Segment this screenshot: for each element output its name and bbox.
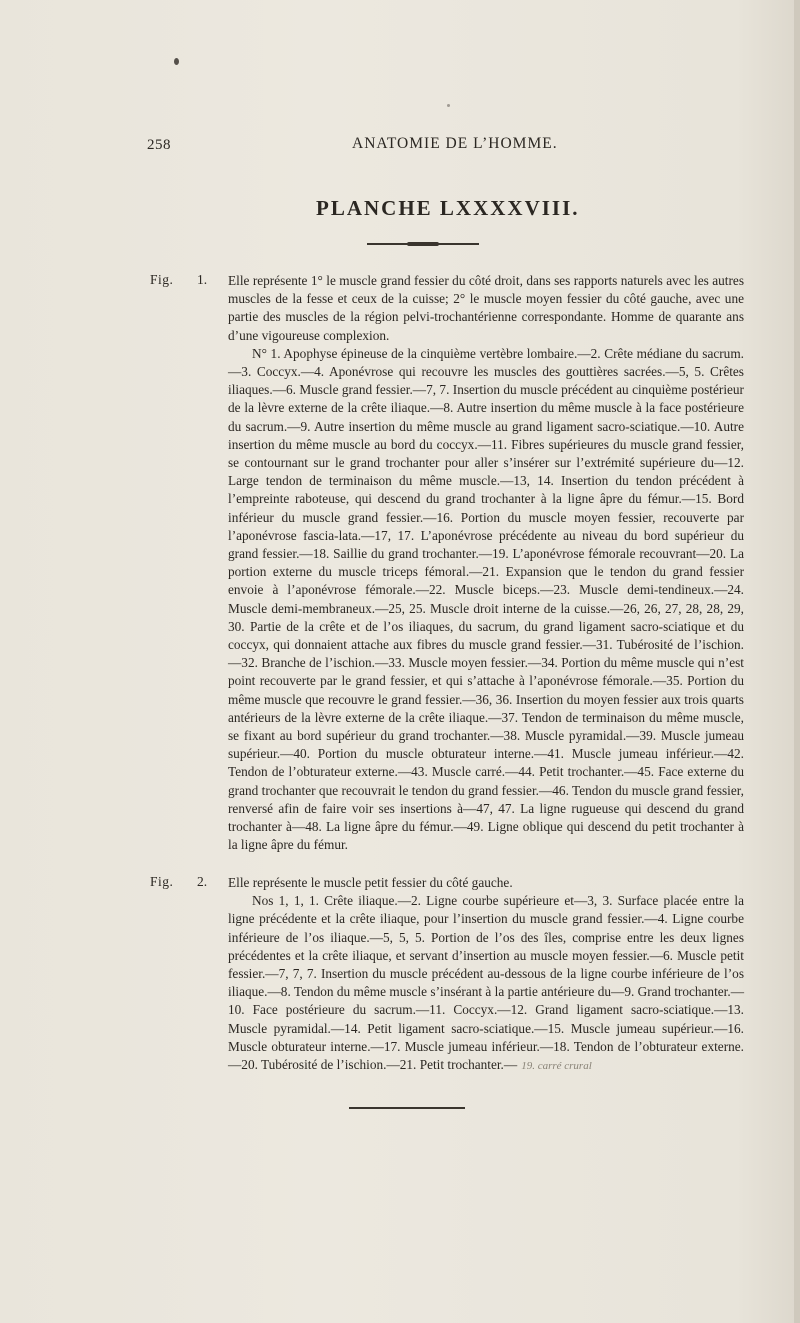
figure-description: Elle représente le muscle petit fessier du côté gauche. — [228, 875, 513, 890]
figure-description: Elle représente 1° le muscle grand fessier du côté droit, dans ses rapports naturels avec les autres muscles de la fesse et ceux de la cuisse; 2° le muscle moyen fessier du côté gauche, avec une partie des muscles de la région pelvi-trochantérienne correspondante. Homme de quarante ans d’une vigoureuse complexion. — [228, 273, 744, 343]
figure-number: 1. — [197, 272, 208, 287]
plate-title: PLANCHE LXXXXVIII. — [316, 196, 580, 220]
ornamental-rule — [367, 243, 479, 245]
figure-legend — [228, 892, 744, 1075]
figure-number: 2. — [197, 874, 208, 889]
page-edge — [794, 0, 800, 1323]
legend-text: Nos 1, 1, 1. Crête iliaque.—2. Ligne courbe supérieure et—3, 3. Surface placée entre la ligne précédente et la crête iliaque, pour l’insertion du muscle grand fessier.—4. Ligne courbe inférieure de l’os iliaque.—5, 5, 5. Portion de l’os des îles, comprise entre les deux lignes précédentes et la crête iliaque, et servant d’insertion au muscle moyen fessier.—6. Muscle petit fessier.—7, 7, 7. Insertion du muscle précédent au-dessous de la ligne courbe inférieure de l’os iliaque.—8. Tendon du même muscle s’insérant à la partie antérieure du—9. Grand trochanter.—10. Face postérieure du sacrum.—11. Coccyx.—12. Grand ligament sacro-sciatique.—13. Muscle pyramidal.—14. Petit ligament sacro-sciatique.—15. Muscle jumeau supérieur.—16. Muscle obturateur interne.—17. Muscle jumeau inférieur.—18. Tendon de l’obturateur externe.—20. Tubérosité de l’ischion.—21. Petit trochanter.— — [228, 893, 744, 1073]
figure-label: Fig. — [150, 874, 174, 889]
figure-1-entry — [150, 272, 750, 855]
figure-legend: N° 1. Apophyse épineuse de la cinquième vertèbre lombaire.—2. Crête médiane du sacrum.—3. Coccyx.—4. Aponévrose qui recouvre les muscles des gouttières sacrées.—5, 5. Crêtes iliaques.—6. Muscle grand fessier.—7, 7. Insertion du muscle précédent au cinquième postérieur de la lèvre externe de la crête iliaque.—8. Autre insertion du même muscle à la face postérieure du sacrum.—9. Autre insertion du même muscle au grand ligament sacro-sciatique.—10. Autre insertion du même muscle au bord du coccyx.—11. Fibres supérieures du muscle grand fessier, se contournant sur le grand trochanter pour aller s’insérer sur l’extrémité supérieure du—12. Large tendon de terminaison du même muscle.—13, 14. Insertion du tendon précédent à l’empreinte raboteuse, qui descend du grand trochanter à la ligne âpre du fémur.—15. Bord inférieur du muscle grand fessier.—16. Portion du muscle moyen fessier, recouverte par l’aponévrose fascia-lata.—17, 17. L’aponévrose précédente au niveau du bord supérieur du grand fessier.—18. Saillie du grand trochanter.—19. L’aponévrose fémorale recouvrant—20. La portion externe du muscle triceps fémoral.—21. Expansion que le tendon du grand fessier envoie à l’aponévrose fémorale.—22. Muscle biceps.—23. Muscle demi-tendineux.—24. Muscle demi-membraneux.—25, 25. Muscle droit interne de la cuisse.—26, 26, 27, 28, 28, 29, 30. Partie de la crête et de l’os iliaques, du sacrum, du grand ligament sacro-sciatique et du coccyx, qui donnaient attache aux fibres du muscle grand fessier.—31. Tubérosité de l’ischion.—32. Branche de l’ischion.—33. Muscle moyen fessier.—34. Portion du même muscle qui n’est point recouverte par le grand fessier, et qui s’attache à l’aponévrose fémorale.—35. Portion du même muscle que recouvre le grand fessier.—36, 36. Insertion du moyen fessier aux trois quarts antérieurs de la lèvre externe de la crête iliaque.—37. Tendon de terminaison du même muscle, se fixant au bord supérieur du grand trochanter.—38. Muscle pyramidal.—39. Muscle jumeau supérieur.—40. Portion du muscle obturateur interne.—41. Muscle jumeau inférieur.—42. Tendon de l’obturateur externe.—43. Muscle carré.—44. Petit trochanter.—45. Face externe du grand trochanter que recouvrait le tendon du grand fessier.—46. Tendon du muscle grand fessier, renversé afin de faire voir ses insertions à—47, 47. La ligne rugueuse qui descend du grand trochanter à—48. La ligne âpre du fémur.—49. Ligne oblique qui descend du petit trochanter à la ligne âpre du fémur. — [228, 345, 744, 853]
page-number: 258 — [147, 137, 171, 153]
running-head: ANATOMIE DE L’HOMME. — [352, 135, 558, 152]
closing-rule — [349, 1107, 465, 1109]
pencil-annotation: 19. carré crural — [521, 1060, 592, 1073]
figure-label: Fig. — [150, 272, 174, 287]
figure-2-entry — [150, 874, 750, 1075]
ink-speck — [447, 104, 450, 107]
ink-speck — [174, 58, 179, 65]
